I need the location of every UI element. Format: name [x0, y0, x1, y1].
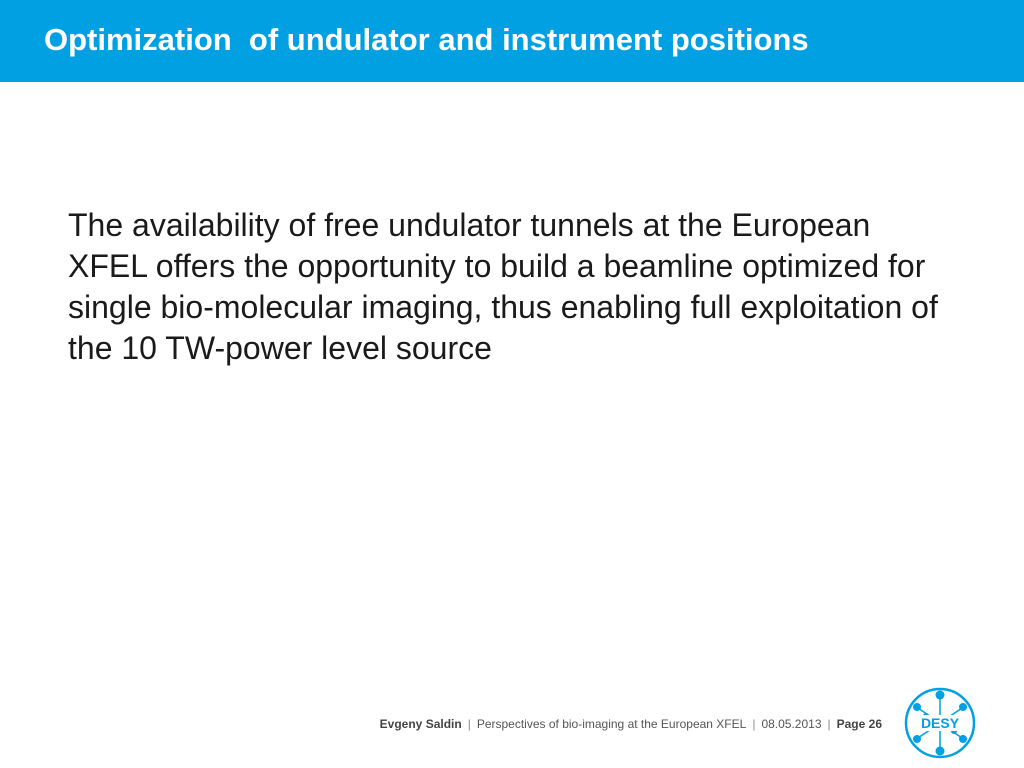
footer-date: 08.05.2013: [761, 717, 822, 731]
slide-header: [0, 0, 1024, 82]
slide-footer: [0, 717, 882, 731]
footer-separator: |: [827, 717, 831, 731]
desy-logo-icon: [903, 686, 977, 760]
footer-page-number: Page 26: [836, 717, 882, 731]
footer-author: Evgeny Saldin: [379, 717, 462, 731]
slide-title: Optimization of undulator and instrument positions: [44, 22, 809, 57]
footer-separator: |: [752, 717, 756, 731]
slide-body-text: The availability of free undulator tunnels at the European XFEL offers the opportunity to build a beamline optimized for single bio-molecular imaging, thus enabling full exploitation of the 10 TW-power level source: [68, 207, 938, 366]
desy-logo-text: DESY: [920, 715, 960, 731]
footer-separator: |: [467, 717, 471, 731]
footer-talk-title: Perspectives of bio-imaging at the European XFEL: [476, 717, 747, 731]
